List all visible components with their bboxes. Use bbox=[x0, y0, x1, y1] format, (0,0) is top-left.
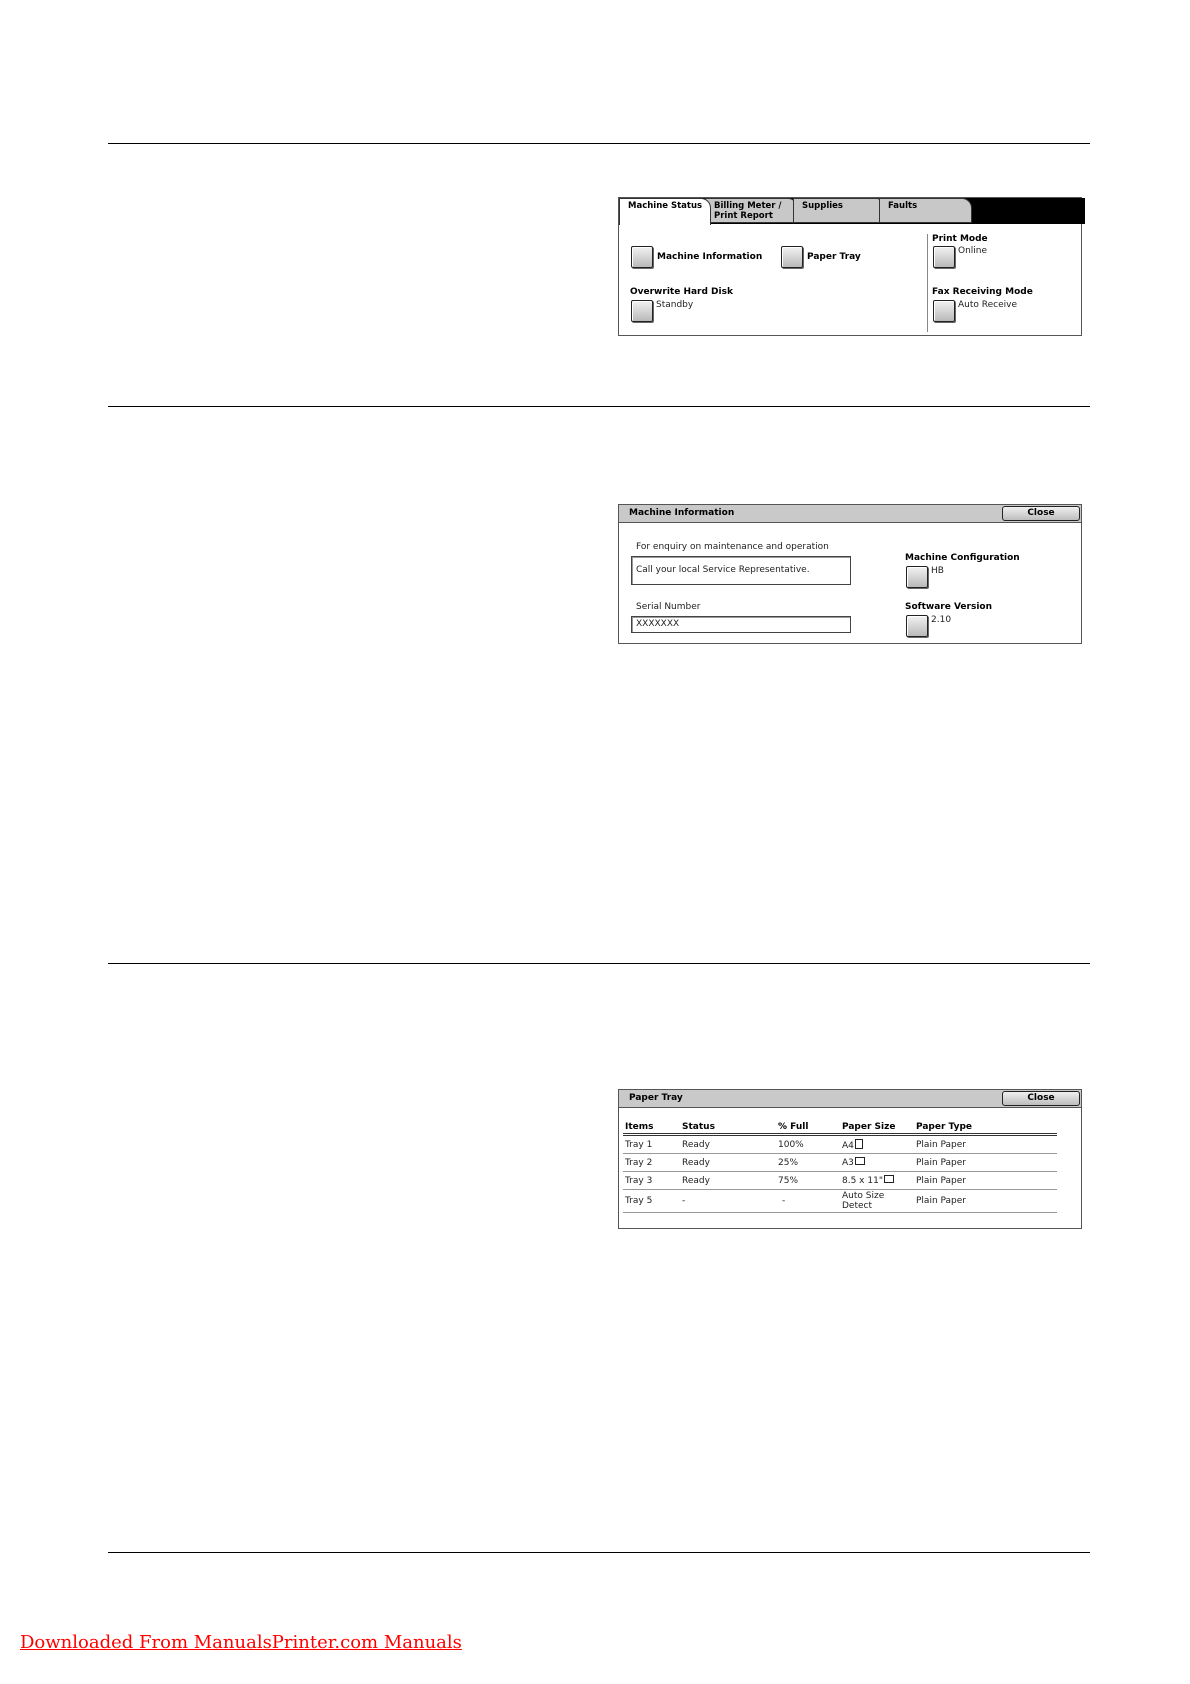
status-divider bbox=[927, 234, 928, 332]
machine-information-title: Machine Information bbox=[629, 508, 735, 518]
overwrite-hard-disk-button[interactable] bbox=[631, 300, 653, 322]
table-cell: 100% bbox=[776, 1135, 840, 1154]
section-rule-3 bbox=[108, 963, 1090, 964]
landscape-paper-icon bbox=[855, 1157, 865, 1165]
machine-status-panel bbox=[618, 197, 1082, 336]
software-version-value: 2.10 bbox=[931, 615, 952, 625]
section-rule-2 bbox=[108, 406, 1090, 407]
table-cell: Ready bbox=[680, 1154, 776, 1172]
enquiry-field: Call your local Service Representative. bbox=[631, 556, 851, 585]
close-button[interactable]: Close bbox=[1002, 506, 1080, 521]
landscape-paper-icon bbox=[884, 1175, 894, 1183]
section-rule-4 bbox=[108, 1552, 1090, 1553]
tab-faults[interactable]: Faults bbox=[879, 198, 972, 223]
table-cell: Ready bbox=[680, 1135, 776, 1154]
footer-link[interactable]: Downloaded From ManualsPrinter.com Manuals bbox=[20, 1632, 462, 1653]
print-mode-value: Online bbox=[958, 246, 988, 256]
table-row bbox=[623, 1190, 1057, 1213]
column-header: Items bbox=[623, 1120, 680, 1135]
serial-number-field: XXXXXXX bbox=[631, 616, 851, 633]
table-cell: Ready bbox=[680, 1172, 776, 1190]
table-cell: Tray 2 bbox=[623, 1154, 680, 1172]
table-cell: Tray 3 bbox=[623, 1172, 680, 1190]
serial-number-label: Serial Number bbox=[636, 602, 701, 612]
paper-tray-title: Paper Tray bbox=[629, 1093, 683, 1103]
table-cell: Plain Paper bbox=[914, 1190, 1057, 1213]
fax-receiving-mode-label: Fax Receiving Mode bbox=[932, 287, 1033, 297]
paper-tray-panel bbox=[618, 1089, 1082, 1229]
column-header: % Full bbox=[776, 1120, 840, 1135]
table-cell: - bbox=[680, 1190, 776, 1213]
software-version-button[interactable] bbox=[906, 615, 928, 637]
table-cell: 25% bbox=[776, 1154, 840, 1172]
column-header: Paper Type bbox=[914, 1120, 1057, 1135]
machine-configuration-value: HB bbox=[931, 566, 944, 576]
column-header: Status bbox=[680, 1120, 776, 1135]
table-cell: 8.5 x 11" bbox=[840, 1172, 914, 1190]
print-mode-label: Print Mode bbox=[932, 234, 988, 244]
machine-information-titlebar bbox=[619, 505, 1081, 523]
column-header: Paper Size bbox=[840, 1120, 914, 1135]
table-cell: Plain Paper bbox=[914, 1154, 1057, 1172]
table-row bbox=[623, 1172, 1057, 1190]
close-button[interactable]: Close bbox=[1002, 1091, 1080, 1106]
fax-receiving-mode-button[interactable] bbox=[933, 300, 955, 322]
table-cell: 75% bbox=[776, 1172, 840, 1190]
table-row bbox=[623, 1135, 1057, 1154]
paper-tray-table bbox=[623, 1120, 1057, 1213]
table-header-row bbox=[623, 1120, 1057, 1135]
table-cell: A3 bbox=[840, 1154, 914, 1172]
tab-supplies[interactable]: Supplies bbox=[793, 198, 886, 223]
overwrite-hard-disk-label: Overwrite Hard Disk bbox=[630, 287, 733, 297]
tab-machine-status[interactable]: Machine Status bbox=[619, 198, 711, 225]
paper-tray-titlebar bbox=[619, 1090, 1081, 1108]
paper-tray-label: Paper Tray bbox=[807, 252, 861, 262]
machine-information-label: Machine Information bbox=[657, 252, 763, 262]
table-cell: Plain Paper bbox=[914, 1135, 1057, 1154]
section-rule-1 bbox=[108, 143, 1090, 144]
table-cell: Plain Paper bbox=[914, 1172, 1057, 1190]
table-cell: - bbox=[776, 1190, 840, 1213]
table-cell: Auto Size Detect bbox=[840, 1190, 914, 1213]
paper-tray-button[interactable] bbox=[781, 246, 803, 268]
portrait-paper-icon bbox=[855, 1139, 863, 1149]
table-cell: A4 bbox=[840, 1135, 914, 1154]
table-cell: Tray 1 bbox=[623, 1135, 680, 1154]
tab-billing-meter[interactable]: Billing Meter / Print Report bbox=[705, 198, 798, 223]
overwrite-hard-disk-value: Standby bbox=[656, 300, 694, 310]
software-version-label: Software Version bbox=[905, 602, 992, 612]
enquiry-label: For enquiry on maintenance and operation bbox=[636, 542, 829, 552]
fax-receiving-mode-value: Auto Receive bbox=[958, 300, 1017, 310]
machine-information-button[interactable] bbox=[631, 246, 653, 268]
table-cell: Tray 5 bbox=[623, 1190, 680, 1213]
table-row bbox=[623, 1154, 1057, 1172]
machine-configuration-label: Machine Configuration bbox=[905, 553, 1020, 563]
print-mode-button[interactable] bbox=[933, 246, 955, 268]
machine-configuration-button[interactable] bbox=[906, 566, 928, 588]
machine-information-panel bbox=[618, 504, 1082, 644]
